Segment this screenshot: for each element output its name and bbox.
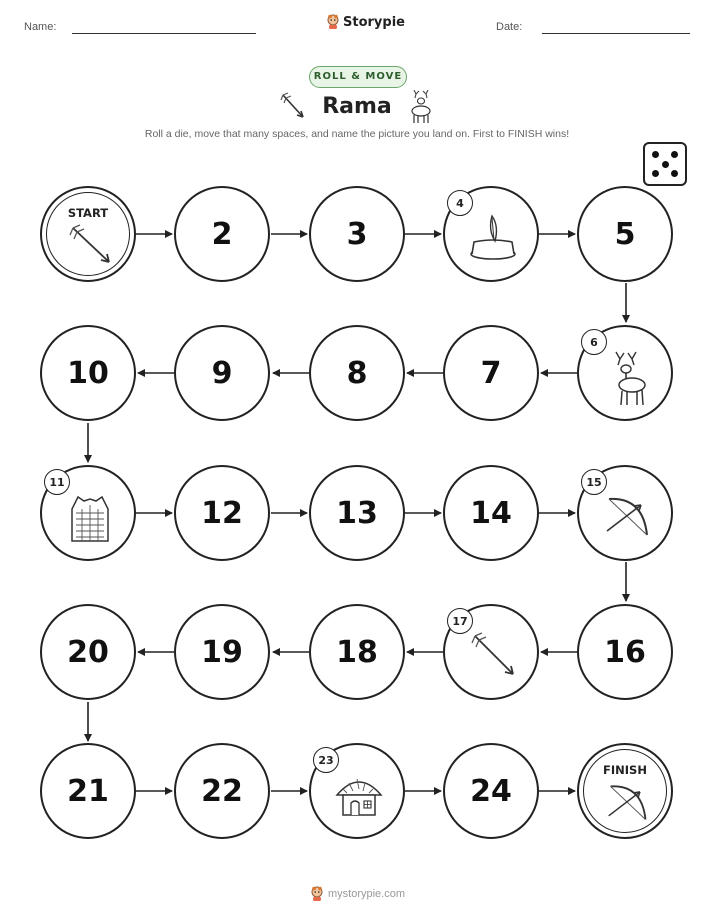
board-space[interactable] <box>309 186 405 282</box>
space-number: 10 <box>67 355 109 391</box>
space-number-badge: 15 <box>581 469 607 495</box>
space-number: 5 <box>614 216 636 252</box>
space-number: 8 <box>346 355 368 391</box>
board-space-finish[interactable] <box>577 743 673 839</box>
board-space[interactable] <box>443 743 539 839</box>
space-number-badge: 4 <box>447 190 473 216</box>
bow-and-arrow-icon <box>603 491 653 541</box>
space-number: 14 <box>470 495 512 531</box>
space-number: 7 <box>480 355 502 391</box>
board-space[interactable] <box>174 604 270 700</box>
space-number: 3 <box>346 216 368 252</box>
start-label: START <box>67 206 109 220</box>
name-label: Name: <box>24 21 57 33</box>
space-number-badge: 23 <box>313 747 339 773</box>
footer-site-link[interactable]: mystorypie.com <box>328 888 406 900</box>
arrow-icon <box>65 218 115 268</box>
space-number: 20 <box>67 634 109 670</box>
board-space-start[interactable] <box>40 186 136 282</box>
page-title: Rama <box>322 94 392 119</box>
game-type-badge: ROLL & MOVE <box>309 66 407 88</box>
space-number-badge: 11 <box>44 469 70 495</box>
space-number: 22 <box>201 773 243 809</box>
date-label: Date: <box>496 21 523 33</box>
board-space[interactable] <box>443 325 539 421</box>
space-number: 21 <box>67 773 109 809</box>
instructions-text: Roll a die, move that many spaces, and name the picture you land on. First to FINISH wins! <box>144 128 570 140</box>
storypie-mascot-icon <box>310 886 324 902</box>
board-space[interactable] <box>40 325 136 421</box>
footer <box>310 886 405 902</box>
board-space[interactable] <box>577 186 673 282</box>
board-space[interactable] <box>174 465 270 561</box>
board-space[interactable] <box>577 604 673 700</box>
deer-icon <box>604 351 654 407</box>
board-space[interactable] <box>174 325 270 421</box>
finish-label: FINISH <box>603 763 647 777</box>
hut-icon <box>333 773 385 819</box>
board-space[interactable] <box>443 465 539 561</box>
space-number: 2 <box>211 216 233 252</box>
space-number: 13 <box>336 495 378 531</box>
board-space[interactable] <box>309 325 405 421</box>
bow-and-arrow-icon <box>605 779 651 825</box>
brand-name: Storypie <box>343 14 405 30</box>
space-number-badge: 6 <box>581 329 607 355</box>
board-space[interactable] <box>309 465 405 561</box>
board-space[interactable] <box>174 743 270 839</box>
space-number-badge: 17 <box>447 608 473 634</box>
crown-icon <box>468 212 518 262</box>
board-space[interactable] <box>40 743 136 839</box>
space-number: 19 <box>201 634 243 670</box>
space-number: 18 <box>336 634 378 670</box>
space-number: 12 <box>201 495 243 531</box>
board-space[interactable] <box>174 186 270 282</box>
board-space[interactable] <box>40 604 136 700</box>
space-number: 16 <box>604 634 646 670</box>
vest-icon <box>68 495 112 545</box>
space-number: 24 <box>470 773 512 809</box>
arrow-icon <box>469 630 519 680</box>
board-space[interactable] <box>309 604 405 700</box>
space-number: 9 <box>211 355 233 391</box>
